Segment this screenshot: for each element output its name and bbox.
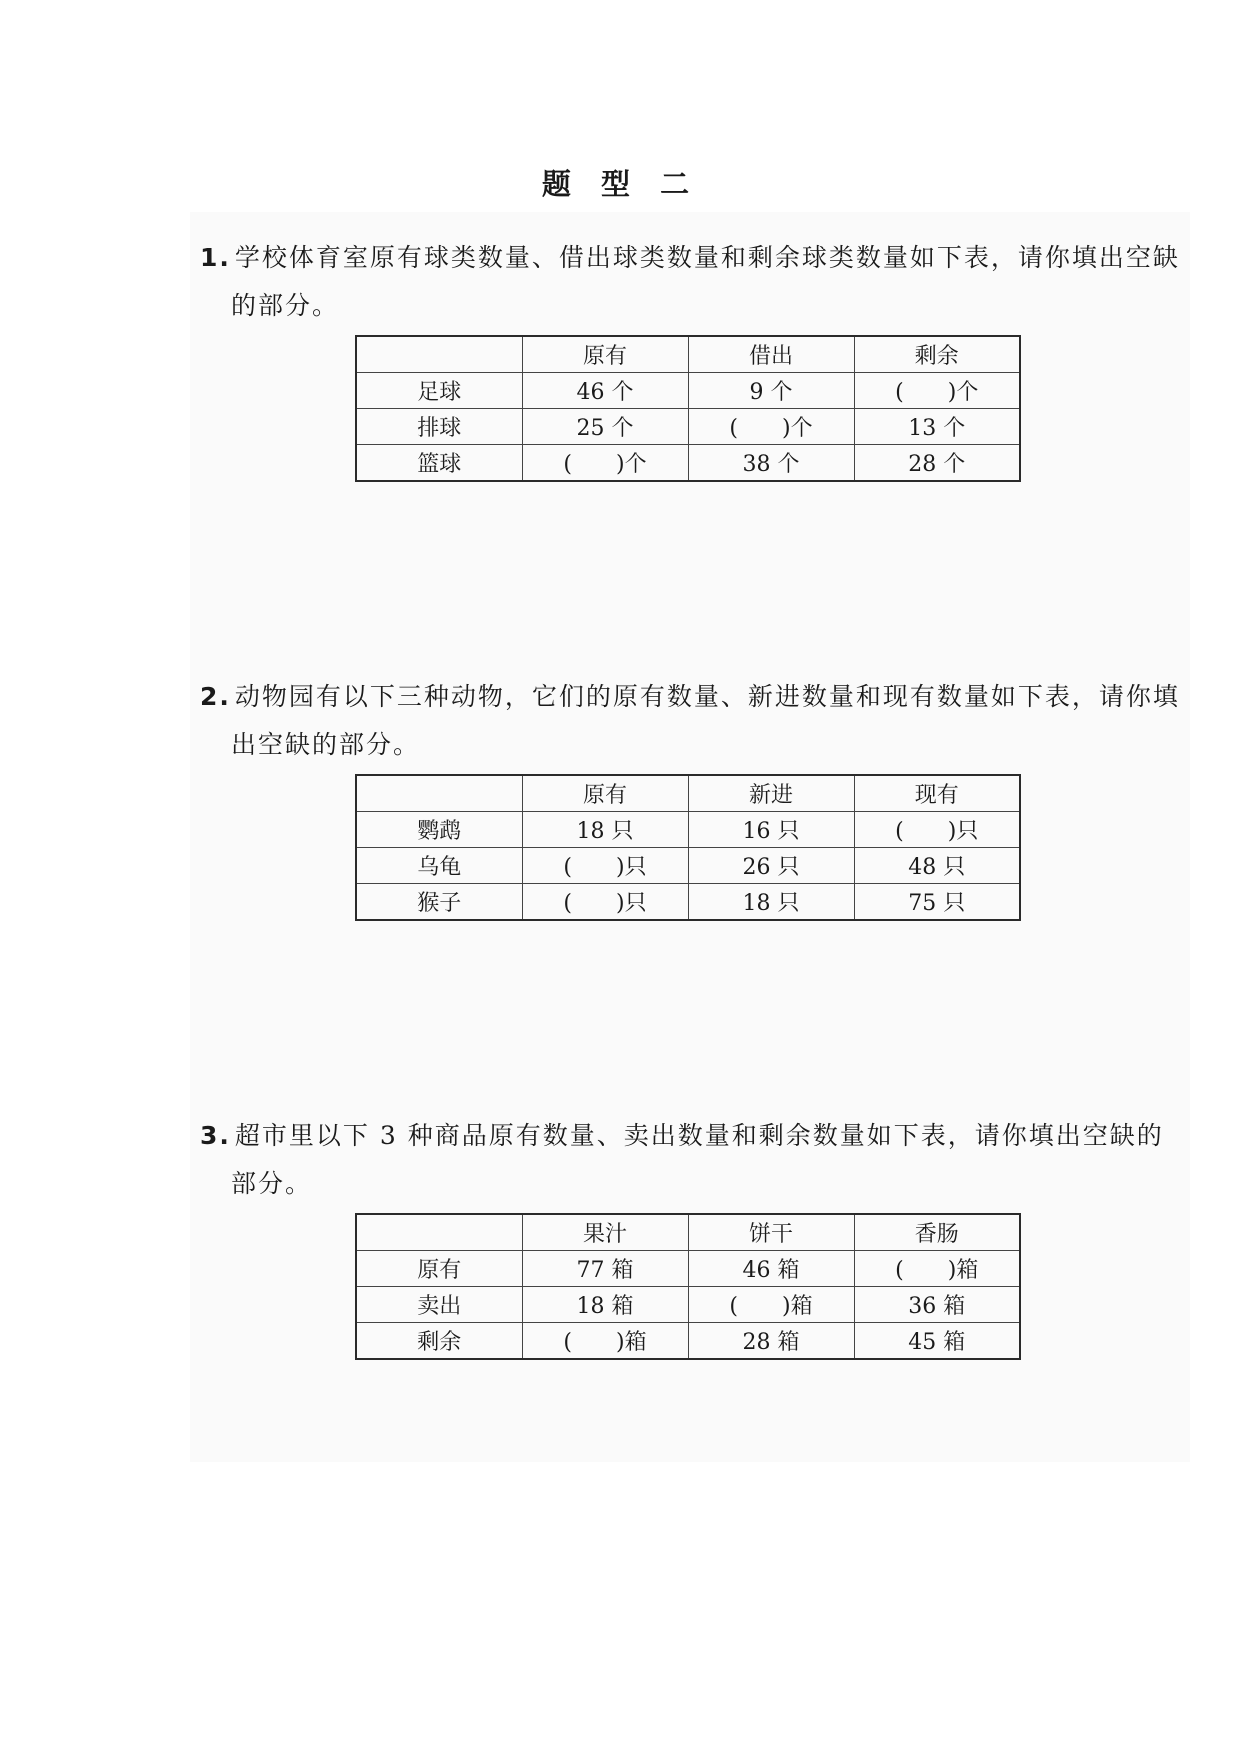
table-cell: 18 箱 [522, 1287, 688, 1323]
row-label-cell: 猴子 [356, 884, 522, 921]
table-row [356, 1287, 1020, 1323]
table-header-cell: 现有 [854, 775, 1020, 812]
table-row [356, 848, 1020, 884]
table-cell: 77 箱 [522, 1251, 688, 1287]
blank-answer-cell[interactable]: ( )箱 [854, 1251, 1020, 1287]
table-cell: 18 只 [688, 884, 854, 921]
table-row [356, 445, 1020, 482]
question-number: 1. [200, 243, 231, 272]
table-header-cell [356, 1214, 522, 1251]
blank-answer-cell[interactable]: ( )个 [522, 445, 688, 482]
question-number: 3. [200, 1121, 231, 1150]
question-text-continued: 出空缺的部分。 [231, 730, 421, 759]
question-3 [200, 1112, 1164, 1208]
table-cell: 75 只 [854, 884, 1020, 921]
question-1 [200, 234, 1180, 330]
table-row [356, 409, 1020, 445]
table-header-cell: 果汁 [522, 1214, 688, 1251]
table-cell: 26 只 [688, 848, 854, 884]
blank-answer-cell[interactable]: ( )箱 [688, 1287, 854, 1323]
row-label-cell: 鹦鹉 [356, 812, 522, 848]
row-label-cell: 剩余 [356, 1323, 522, 1360]
table-header-row [356, 336, 1020, 373]
table-cell: 28 个 [854, 445, 1020, 482]
table-cell: 25 个 [522, 409, 688, 445]
blank-answer-cell[interactable]: ( )只 [522, 884, 688, 921]
table-row [356, 373, 1020, 409]
row-label-cell: 篮球 [356, 445, 522, 482]
table-header-cell: 香肠 [854, 1214, 1020, 1251]
table-header-cell: 借出 [688, 336, 854, 373]
table-cell: 46 个 [522, 373, 688, 409]
table-row [356, 884, 1020, 921]
question-text: 学校体育室原有球类数量、借出球类数量和剩余球类数量如下表，请你填出空缺 [234, 243, 1180, 272]
table-cell: 45 箱 [854, 1323, 1020, 1360]
question-3-table [355, 1213, 1021, 1360]
table-header-cell: 剩余 [854, 336, 1020, 373]
table-header-cell: 原有 [522, 775, 688, 812]
question-text-continued: 的部分。 [231, 291, 340, 320]
table-cell: 13 个 [854, 409, 1020, 445]
table-cell: 46 箱 [688, 1251, 854, 1287]
question-2-table [355, 774, 1021, 921]
blank-answer-cell[interactable]: ( )个 [854, 373, 1020, 409]
row-label-cell: 原有 [356, 1251, 522, 1287]
row-label-cell: 足球 [356, 373, 522, 409]
row-label-cell: 排球 [356, 409, 522, 445]
row-label-cell: 卖出 [356, 1287, 522, 1323]
table-cell: 28 箱 [688, 1323, 854, 1360]
table-cell: 48 只 [854, 848, 1020, 884]
table-header-cell: 饼干 [688, 1214, 854, 1251]
table-cell: 38 个 [688, 445, 854, 482]
question-text-continued: 部分。 [231, 1169, 313, 1198]
blank-answer-cell[interactable]: ( )只 [854, 812, 1020, 848]
table-row [356, 1323, 1020, 1360]
table-row [356, 812, 1020, 848]
table-row [356, 1251, 1020, 1287]
page-title: 题 型 二 [541, 167, 700, 201]
table-cell: 36 箱 [854, 1287, 1020, 1323]
blank-answer-cell[interactable]: ( )个 [688, 409, 854, 445]
question-1-table [355, 335, 1021, 482]
question-text: 动物园有以下三种动物，它们的原有数量、新进数量和现有数量如下表，请你填 [234, 682, 1180, 711]
row-label-cell: 乌龟 [356, 848, 522, 884]
blank-answer-cell[interactable]: ( )只 [522, 848, 688, 884]
blank-answer-cell[interactable]: ( )箱 [522, 1323, 688, 1360]
table-header-cell: 新进 [688, 775, 854, 812]
table-header-cell [356, 775, 522, 812]
table-cell: 16 只 [688, 812, 854, 848]
table-cell: 9 个 [688, 373, 854, 409]
question-text: 超市里以下 3 种商品原有数量、卖出数量和剩余数量如下表，请你填出空缺的 [234, 1121, 1164, 1150]
table-header-row [356, 1214, 1020, 1251]
table-header-cell: 原有 [522, 336, 688, 373]
table-cell: 18 只 [522, 812, 688, 848]
question-number: 2. [200, 682, 231, 711]
table-header-cell [356, 336, 522, 373]
question-2 [200, 673, 1180, 769]
table-header-row [356, 775, 1020, 812]
